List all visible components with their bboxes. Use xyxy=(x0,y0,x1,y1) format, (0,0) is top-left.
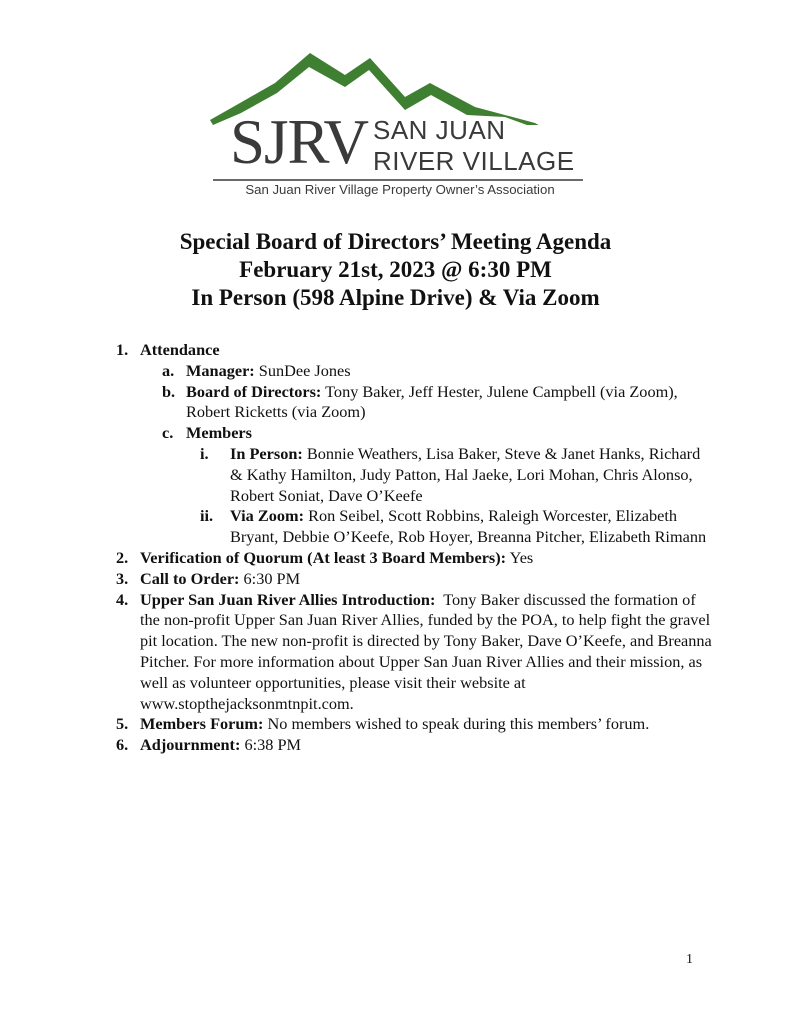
item-text: 6:38 PM xyxy=(240,735,302,755)
title-line3: In Person (598 Alpine Drive) & Via Zoom xyxy=(191,285,600,310)
page-number: 1 xyxy=(686,952,693,967)
attendance-board xyxy=(116,382,716,424)
item-text: No members wished to speak during this members’ forum. xyxy=(263,714,650,734)
item-label: Attendance xyxy=(140,340,220,359)
agenda-item-quorum xyxy=(116,548,716,569)
sub-number: c. xyxy=(162,423,174,443)
subsub-text: Bonnie Weathers, Lisa Baker, Steve & Janet Hanks, Richard & Kathy Hamilton, Judy Patton, Hal Jaeke, Lori Mohan, Chris Alonso, Robert Soniat, Dave O’Keefe xyxy=(230,443,701,505)
sub-number: b. xyxy=(162,381,176,401)
logo-name-line1: SAN JUAN xyxy=(373,115,506,145)
subsub-number: ii. xyxy=(200,506,214,526)
title-line2: February 21st, 2023 @ 6:30 PM xyxy=(239,257,552,282)
subsub-text: Ron Seibel, Scott Robbins, Raleigh Worcester, Elizabeth Bryant, Debbie O’Keefe, Rob Hoyer, Breanna Pitcher, Elizabeth Rimann xyxy=(230,506,707,547)
item-number: 6. xyxy=(116,735,129,755)
item-number: 5. xyxy=(116,714,129,734)
item-label: Upper San Juan River Allies Introduction: xyxy=(140,589,436,609)
sub-label: Board of Directors: xyxy=(186,381,322,401)
agenda-list xyxy=(116,340,716,756)
agenda-item-call-to-order xyxy=(116,569,716,590)
item-label: Verification of Quorum (At least 3 Board Members): xyxy=(140,547,507,567)
item-number: 2. xyxy=(116,547,129,567)
subsub-number: i. xyxy=(200,443,209,463)
title-line1: Special Board of Directors’ Meeting Agenda xyxy=(179,229,612,254)
logo-mark: SJRV xyxy=(230,107,369,177)
agenda-item-attendance xyxy=(116,340,716,361)
item-text: Yes xyxy=(506,547,534,567)
item-number: 3. xyxy=(116,568,129,588)
agenda-title xyxy=(0,228,791,312)
attendance-manager xyxy=(116,361,716,382)
item-label: Adjournment: xyxy=(140,735,241,755)
sub-text: Tony Baker, Jeff Hester, Julene Campbell (via Zoom), Robert Ricketts (via Zoom) xyxy=(186,381,678,422)
subsub-label: Via Zoom: xyxy=(230,506,305,526)
agenda-item-allies-introduction xyxy=(116,590,716,715)
logo-name-line2: RIVER VILLAGE xyxy=(373,146,575,176)
item-text: 6:30 PM xyxy=(239,568,301,588)
association-logo xyxy=(205,45,590,205)
agenda-item-adjournment xyxy=(116,735,716,756)
sub-text: SunDee Jones xyxy=(254,360,351,380)
agenda-item-members-forum xyxy=(116,714,716,735)
subsub-label: In Person: xyxy=(230,443,303,463)
sub-label: Manager: xyxy=(186,360,255,380)
logo-subtitle: San Juan River Village Property Owner’s Association xyxy=(245,182,555,197)
logo-name xyxy=(373,115,575,177)
item-label: Call to Order: xyxy=(140,568,240,588)
item-number: 1. xyxy=(116,340,129,359)
members-via-zoom xyxy=(116,506,716,548)
logo-divider xyxy=(213,179,583,181)
members-in-person xyxy=(116,444,716,506)
item-number: 4. xyxy=(116,589,129,609)
item-label: Members Forum: xyxy=(140,714,264,734)
item-text: Tony Baker discussed the formation of the non-profit Upper San Juan River Allies, funded by the POA, to help fight the gravel pit location. The new non-profit is directed by Tony Baker, Dave O’Keefe, and Breanna Pitcher. For more information about Upper San Juan River Allies and their mission, as well as volunteer opportunities, please visit their website at www.stopthejacksonmtnpit.com. xyxy=(140,589,716,713)
attendance-members xyxy=(116,423,716,444)
sub-number: a. xyxy=(162,360,175,380)
sub-label: Members xyxy=(186,423,252,443)
